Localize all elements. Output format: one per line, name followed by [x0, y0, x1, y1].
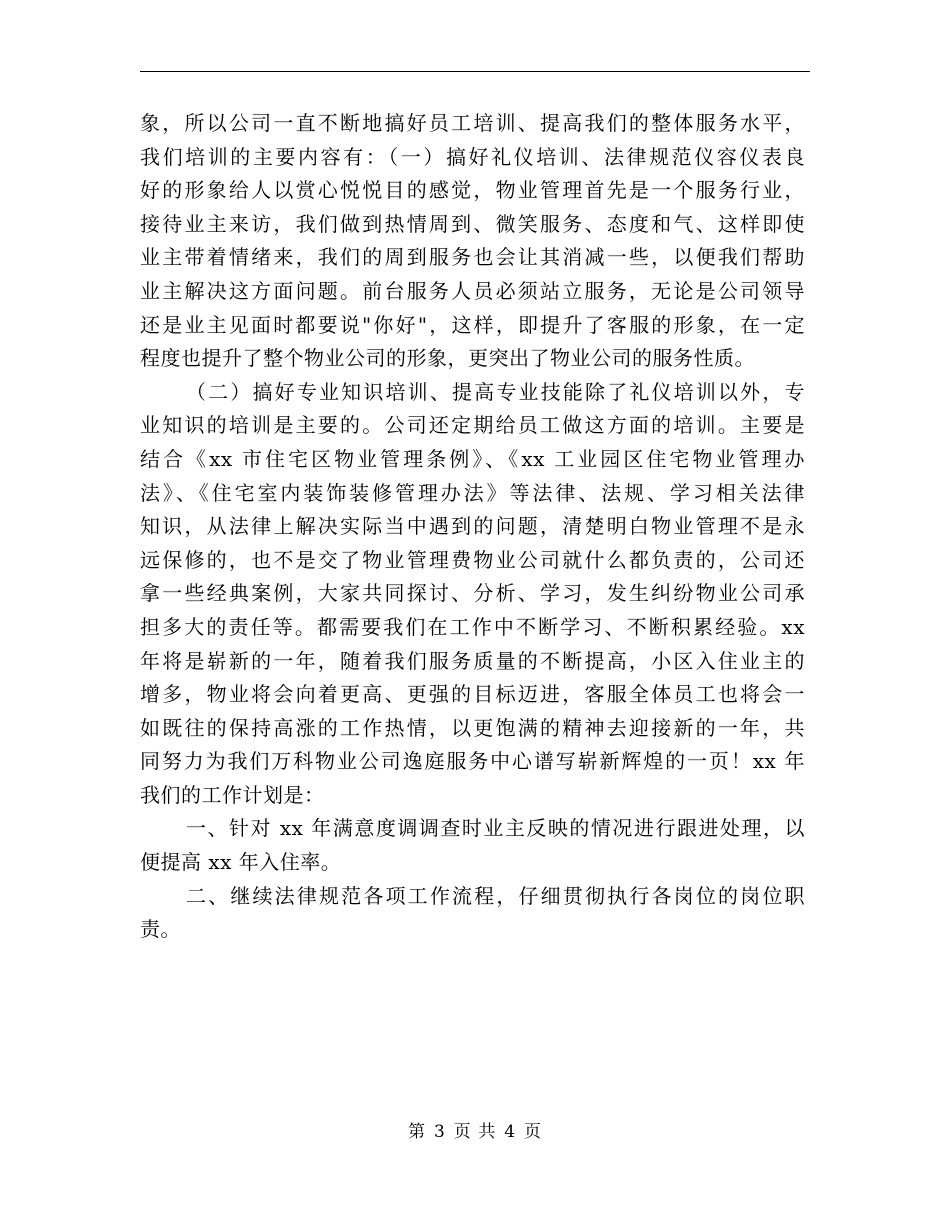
- text-line: 我们的工作计划是：: [140, 782, 325, 807]
- text-line: 二、继续法律规范各项工作流程，仔细贯彻执行各岗位的岗位职: [186, 883, 805, 908]
- text-line: 增多，物业将会向着更高、更强的目标迈进，客服全体员工也将会一: [140, 682, 805, 707]
- footer-middle: 页 共: [453, 1122, 497, 1142]
- text-line: 一、针对 xx 年满意度调调查时业主反映的情况进行跟进处理，以: [186, 816, 805, 841]
- footer-prefix: 第: [407, 1122, 426, 1142]
- document-body: [140, 107, 805, 947]
- text-line: 程度也提升了整个物业公司的形象，更突出了物业公司的服务性质。: [140, 346, 755, 371]
- text-line: 如既往的保持高涨的工作热情，以更饱满的精神去迎接新的一年，共: [140, 715, 805, 740]
- text-line: 拿一些经典案例，大家共同探讨、分析、学习，发生纠纷物业公司承: [140, 581, 805, 606]
- header-rule: [140, 71, 810, 72]
- text-line: 法》、《住宅室内装饰装修管理办法》等法律、法规、学习相关法律: [140, 480, 805, 505]
- text-line: 业主解决这方面问题。前台服务人员必须站立服务，无论是公司领导: [140, 278, 805, 303]
- text-line: 责。: [140, 917, 181, 942]
- footer-suffix: 页: [524, 1122, 543, 1142]
- text-line: 知识，从法律上解决实际当中遇到的问题，清楚明白物业管理不是永: [140, 514, 805, 539]
- text-line: 还是业主见面时都要说"你好"，这样，即提升了客服的形象，在一定: [140, 312, 805, 337]
- text-line: 业知识的培训是主要的。公司还定期给员工做这方面的培训。主要是: [140, 413, 805, 438]
- text-line: 业主带着情绪来，我们的周到服务也会让其消减一些，以便我们帮助: [140, 245, 805, 270]
- text-line: 好的形象给人以赏心悦悦目的感觉，物业管理首先是一个服务行业，: [140, 178, 805, 203]
- page-footer: [0, 1117, 950, 1142]
- text-line: 远保修的，也不是交了物业管理费物业公司就什么都负责的，公司还: [140, 547, 805, 572]
- text-line: 担多大的责任等。都需要我们在工作中不断学习、不断积累经验。xx: [140, 614, 805, 639]
- text-line: 接待业主来访，我们做到热情周到、微笑服务、态度和气、这样即使: [140, 211, 805, 236]
- text-line: 年将是崭新的一年，随着我们服务质量的不断提高，小区入住业主的: [140, 648, 805, 673]
- page-number: 3: [433, 1122, 446, 1142]
- text-line: 同努力为我们万科物业公司逸庭服务中心谱写崭新辉煌的一页！xx 年: [140, 749, 805, 774]
- page-total: 4: [504, 1122, 517, 1142]
- text-line: 结合《xx 市住宅区物业管理条例》、《xx 工业园区住宅物业管理办: [140, 446, 805, 471]
- text-line: 我们培训的主要内容有：（一）搞好礼仪培训、法律规范仪容仪表良: [140, 144, 805, 169]
- text-line: （二）搞好专业知识培训、提高专业技能除了礼仪培训以外，专: [186, 379, 805, 404]
- text-line: 象，所以公司一直不断地搞好员工培训、提高我们的整体服务水平，: [140, 111, 805, 135]
- text-line: 便提高 xx 年入住率。: [140, 850, 342, 875]
